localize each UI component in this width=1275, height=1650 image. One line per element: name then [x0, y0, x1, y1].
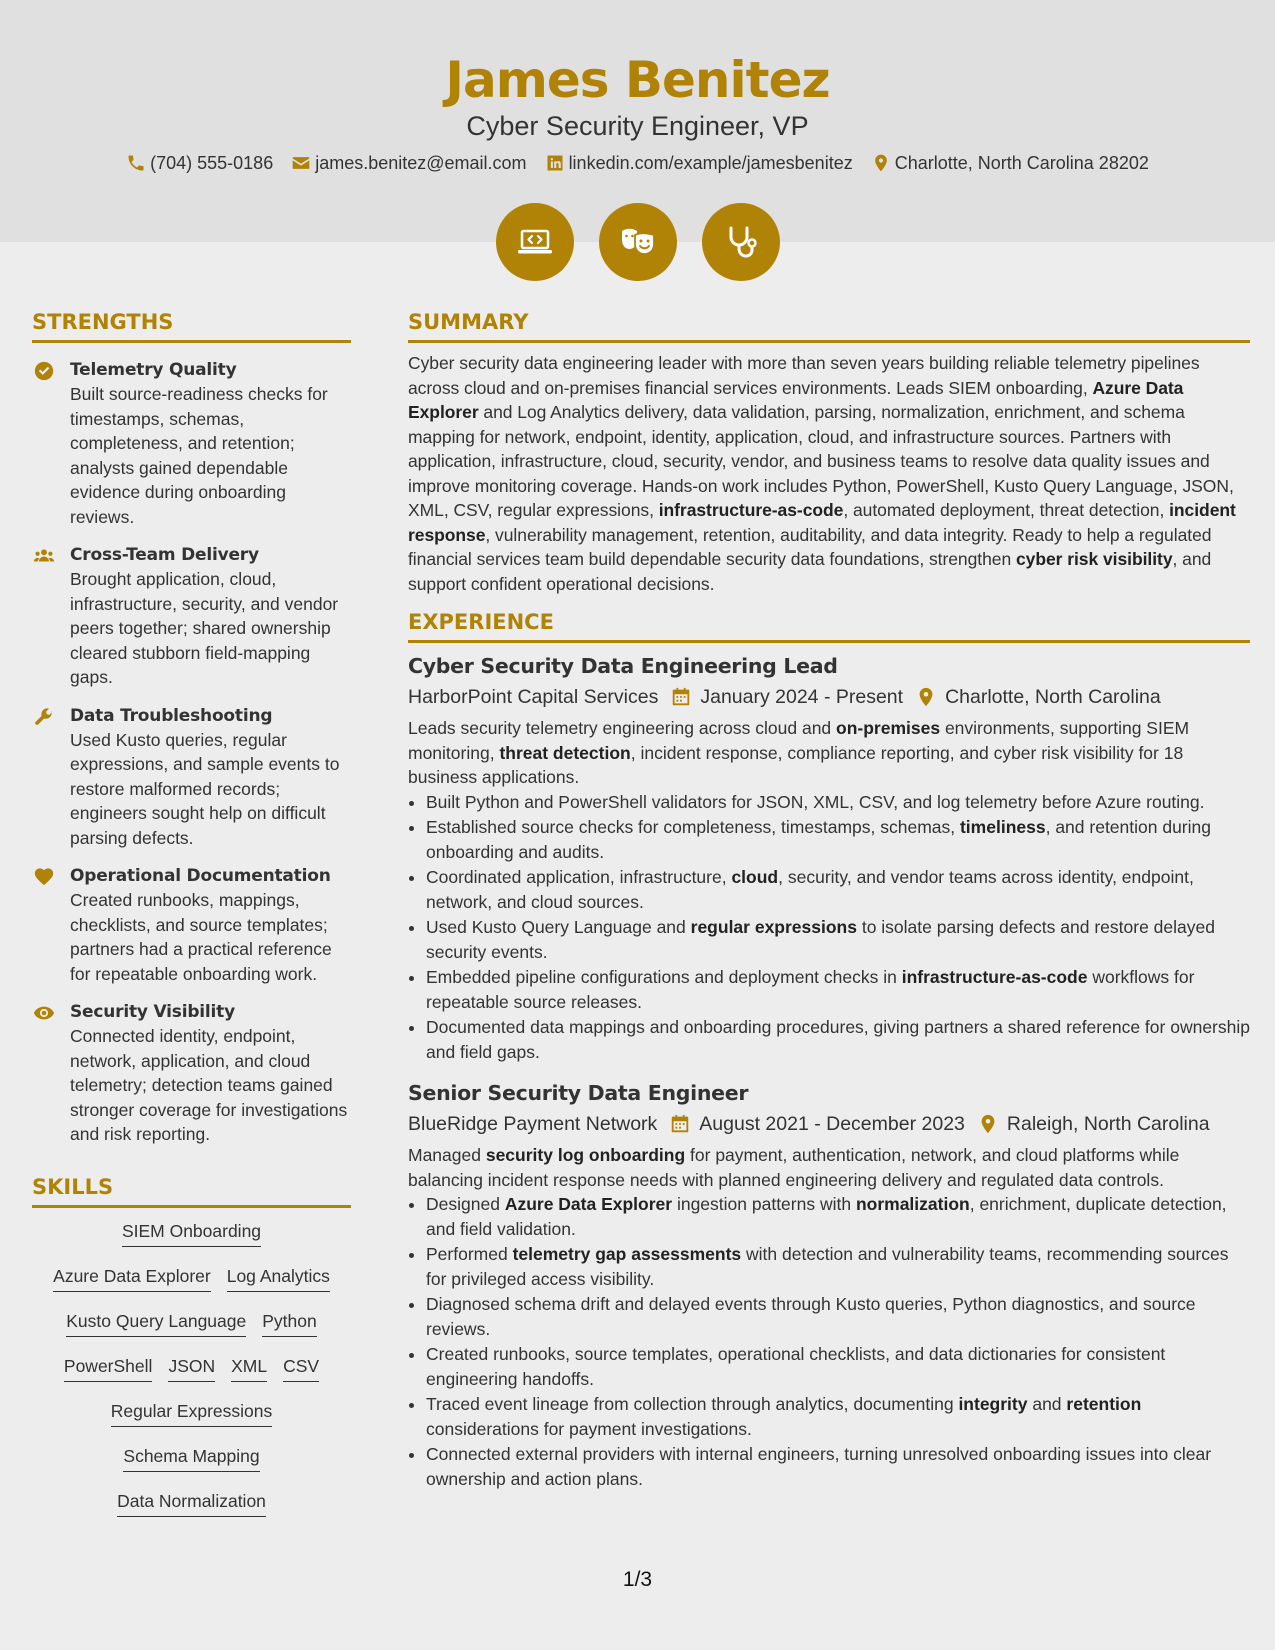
list-item: • Connected external providers with internal engineers, turning unresolved onboarding issues into clear ownership and action plans.: [426, 1442, 1250, 1491]
skill-tag: Schema Mapping: [123, 1443, 259, 1472]
contact-text: linkedin.com/example/jamesbenitez: [568, 153, 853, 173]
job-dates: August 2021 - December 2023: [699, 1113, 965, 1135]
job-title: Cyber Security Data Engineering Lead: [408, 654, 838, 678]
job-meta: [408, 682, 1250, 712]
summary-heading: SUMMARY: [408, 308, 1250, 343]
badge-stethoscope: [702, 203, 780, 281]
page-number: 1/3: [622, 1568, 653, 1591]
skill-row: [32, 1443, 351, 1488]
job-dates: January 2024 - Present: [700, 686, 904, 708]
summary-text: Cyber security data engineering leader with more than seven years building reliable telemetry pipelines across cloud and on-premises financial services environments. Leads SIEM onboarding, Azure Data Explorer and Log Analytics delivery, data validation, parsing, normalization, enrichment, and schema mapping for network, endpoint, identity, application, cloud, and infrastructure sources. Partners with application, infrastructure, cloud, security, vendor, and business teams to resolve data quality issues and improve monitoring coverage. Hands-on work includes Python, PowerShell, Kusto Query Language, JSON, XML, CSV, regular expressions, infrastructure-as-code, automated deployment, threat detection, incident response, vulnerability management, retention, auditability, and data integrity. Ready to help a regulated financial services team build dependable security data foundations, strengthen cyber risk visibility, and support confident operational decisions.: [408, 353, 1236, 594]
calendar-icon: [670, 686, 692, 708]
list-item: • Performed telemetry gap assessments with detection and vulnerability teams, recommending sources for privileged access visibility.: [426, 1242, 1250, 1291]
job-meta: [408, 1109, 1250, 1139]
calendar-icon: [669, 1113, 691, 1135]
badge-laptop: [496, 203, 574, 281]
contact-text: (704) 555-0186: [150, 153, 274, 173]
experience-heading: EXPERIENCE: [408, 608, 1250, 643]
strength-item: [32, 704, 351, 851]
map-pin-icon: [915, 686, 937, 708]
header-band: [0, 0, 1275, 242]
skill-tag: CSV: [283, 1353, 319, 1382]
list-item: • Diagnosed schema drift and delayed events through Kusto queries, Python diagnostics, and source reviews.: [426, 1292, 1250, 1341]
users-icon: [33, 545, 55, 567]
job-entry: [408, 651, 1250, 1064]
list-item: • Built Python and PowerShell validators for JSON, XML, CSV, and log telemetry before Azure routing.: [426, 790, 1250, 815]
skill-tag: PowerShell: [64, 1353, 153, 1382]
envelope-icon: [291, 153, 311, 173]
left-column: [32, 308, 351, 1533]
job-company: BlueRidge Payment Network: [408, 1113, 658, 1135]
list-item: • Documented data mappings and onboarding procedures, giving partners a shared reference for ownership and field gaps.: [426, 1015, 1250, 1064]
skill-tag: JSON: [168, 1353, 215, 1382]
list-item: • Established source checks for completeness, timestamps, schemas, timeliness, and retention during onboarding and audits.: [426, 815, 1250, 864]
skill-tag: Regular Expressions: [111, 1398, 272, 1427]
job-bullets: [408, 1192, 1250, 1491]
contact-linkedin[interactable]: [545, 151, 853, 175]
list-item: • Designed Azure Data Explorer ingestion patterns with normalization, enrichment, duplicate detection, and field validation.: [426, 1192, 1250, 1241]
job-company: HarborPoint Capital Services: [408, 686, 659, 708]
contact-email[interactable]: [291, 151, 526, 175]
strength-title: Data Troubleshooting: [70, 705, 273, 726]
linkedin-icon: [545, 153, 565, 173]
strength-desc: Used Kusto queries, regular expressions, and sample events to restore malformed records; engineers sought help on difficult parsing defects.: [70, 729, 340, 848]
skill-row: [32, 1308, 351, 1353]
contact-text: james.benitez@email.com: [315, 153, 527, 173]
job-location: Raleigh, North Carolina: [1006, 1113, 1210, 1135]
skill-row: [32, 1263, 351, 1308]
strength-item: [32, 358, 351, 529]
skill-row: [32, 1398, 351, 1443]
candidate-title: Cyber Security Engineer, VP: [466, 111, 809, 141]
list-item: • Coordinated application, infrastructure, cloud, security, and vendor teams across identity, endpoint, network, and cloud sources.: [426, 865, 1250, 914]
contact-bar: [0, 151, 1275, 175]
phone-icon: [126, 153, 146, 173]
badge-masks: [599, 203, 677, 281]
list-item: • Embedded pipeline configurations and deployment checks in infrastructure-as-code workflows for repeatable source releases.: [426, 965, 1250, 1014]
laptop-code-icon: [515, 222, 555, 262]
job-intro: Managed security log onboarding for payment, authentication, network, and cloud platforms while balancing incident response needs with planned engineering delivery and regulated data controls.: [408, 1145, 1180, 1190]
list-item: • Used Kusto Query Language and regular expressions to isolate parsing defects and restore delayed security events.: [426, 915, 1250, 964]
skill-row: [32, 1218, 351, 1263]
list-item: • Created runbooks, source templates, operational checklists, and data dictionaries for consistent engineering handoffs.: [426, 1342, 1250, 1391]
skills-heading: SKILLS: [32, 1173, 351, 1208]
skill-tag: Kusto Query Language: [66, 1308, 246, 1337]
job-intro: Leads security telemetry engineering across cloud and on-premises environments, supporting SIEM monitoring, threat detection, incident response, compliance reporting, and cyber risk visibility for 18 business applications.: [408, 718, 1190, 787]
strength-title: Cross-Team Delivery: [70, 545, 259, 565]
strength-desc: Built source-readiness checks for timestamps, schemas, completeness, and retention; analysts gained dependable evidence during onboarding reviews.: [70, 384, 328, 527]
heart-icon: [33, 866, 55, 888]
strength-title: Operational Documentation: [70, 866, 331, 886]
eye-icon: [33, 1002, 55, 1024]
contact-text: Charlotte, North Carolina 28202: [894, 153, 1149, 173]
skill-tag: Azure Data Explorer: [53, 1263, 211, 1292]
stethoscope-icon: [721, 222, 761, 262]
skill-row: [32, 1353, 351, 1398]
job-location: Charlotte, North Carolina: [945, 686, 1161, 708]
strength-title: Security Visibility: [70, 1002, 235, 1022]
job-entry: [408, 1078, 1250, 1491]
check-circle-icon: [33, 360, 55, 382]
strength-item: [32, 864, 351, 986]
contact-phone: [126, 151, 273, 175]
strength-item: [32, 1000, 351, 1147]
skill-tag: Data Normalization: [117, 1488, 266, 1517]
skill-tag: Log Analytics: [227, 1263, 330, 1292]
job-title: Senior Security Data Engineer: [408, 1081, 749, 1105]
strength-title: Telemetry Quality: [70, 360, 237, 380]
map-pin-icon: [871, 153, 891, 173]
skill-row: [32, 1488, 351, 1533]
skill-tag: SIEM Onboarding: [122, 1218, 261, 1247]
contact-location: [871, 151, 1149, 175]
strengths-heading: STRENGTHS: [32, 308, 351, 343]
strength-desc: Connected identity, endpoint, network, application, and cloud telemetry; detection teams gained stronger coverage for investigations and risk reporting.: [70, 1026, 348, 1144]
skill-tag: XML: [231, 1353, 267, 1382]
map-pin-icon: [977, 1113, 999, 1135]
skill-tag: Python: [262, 1308, 316, 1337]
interest-badges: [0, 203, 1275, 281]
strength-desc: Brought application, cloud, infrastructure, security, and vendor peers together; shared ownership cleared stubborn field-mapping gaps.: [70, 569, 339, 687]
wrench-icon: [33, 706, 55, 728]
candidate-name: James Benitez: [445, 51, 830, 109]
strength-item: [32, 543, 351, 690]
right-column: [408, 308, 1250, 1492]
theater-masks-icon: [618, 222, 658, 262]
job-bullets: [408, 790, 1250, 1065]
skills-list: [32, 1218, 351, 1533]
strength-desc: Created runbooks, mappings, checklists, and source templates; partners had a practical reference for repeatable onboarding work.: [70, 890, 332, 984]
list-item: • Traced event lineage from collection through analytics, documenting integrity and retention considerations for payment investigations.: [426, 1392, 1250, 1441]
